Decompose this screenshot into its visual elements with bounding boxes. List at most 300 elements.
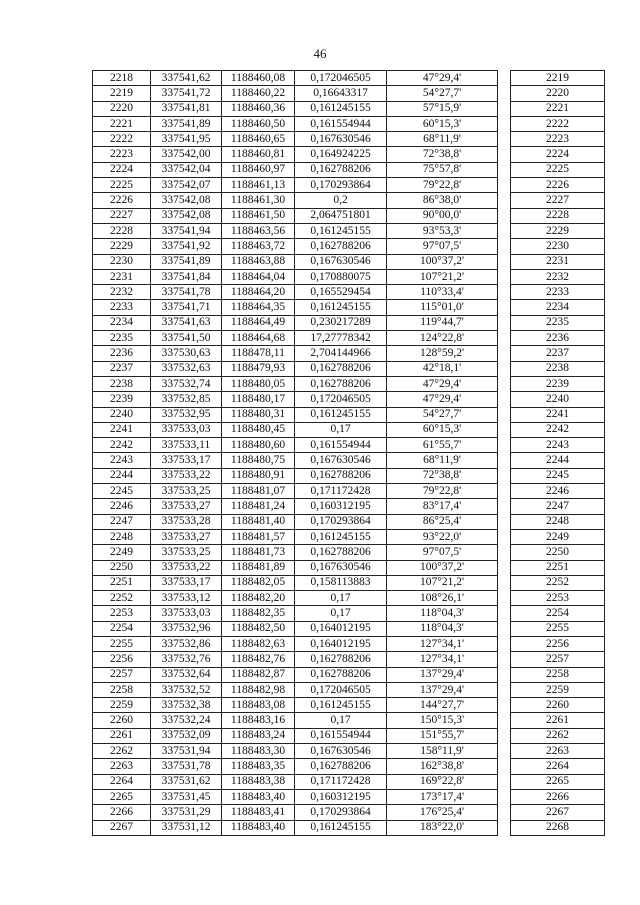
- point-to-cell: 2250: [511, 545, 605, 560]
- x-coordinate-cell: 337542,07: [151, 178, 222, 193]
- spacer-cell: [498, 208, 511, 223]
- table-row: [93, 101, 605, 116]
- spacer-cell: [498, 545, 511, 560]
- direction-angle-cell: 144°27,7': [387, 698, 498, 713]
- table-row: [93, 514, 605, 529]
- point-from-cell: 2244: [93, 468, 151, 483]
- point-to-cell: 2243: [511, 438, 605, 453]
- y-coordinate-cell: 1188479,93: [222, 361, 295, 376]
- direction-angle-cell: 79°22,8': [387, 484, 498, 499]
- spacer-cell: [498, 407, 511, 422]
- y-coordinate-cell: 1188460,08: [222, 71, 295, 86]
- y-coordinate-cell: 1188460,36: [222, 101, 295, 116]
- x-coordinate-cell: 337530,63: [151, 346, 222, 361]
- x-coordinate-cell: 337541,71: [151, 300, 222, 315]
- y-coordinate-cell: 1188481,89: [222, 560, 295, 575]
- point-to-cell: 2266: [511, 789, 605, 804]
- length-cell: 0,170880075: [295, 269, 387, 284]
- point-from-cell: 2256: [93, 652, 151, 667]
- spacer-cell: [498, 453, 511, 468]
- spacer-cell: [498, 667, 511, 682]
- page-number: 46: [313, 46, 327, 61]
- length-cell: 0,158113883: [295, 575, 387, 590]
- spacer-cell: [498, 116, 511, 131]
- point-from-cell: 2259: [93, 698, 151, 713]
- table-row: [93, 147, 605, 162]
- point-from-cell: 2224: [93, 162, 151, 177]
- table-row: [93, 698, 605, 713]
- table-row: [93, 162, 605, 177]
- direction-angle-cell: 162°38,8': [387, 759, 498, 774]
- y-coordinate-cell: 1188482,76: [222, 652, 295, 667]
- y-coordinate-cell: 1188481,07: [222, 484, 295, 499]
- spacer-cell: [498, 223, 511, 238]
- point-to-cell: 2259: [511, 682, 605, 697]
- spacer-cell: [498, 331, 511, 346]
- point-to-cell: 2254: [511, 606, 605, 621]
- y-coordinate-cell: 1188461,30: [222, 193, 295, 208]
- spacer-cell: [498, 71, 511, 86]
- direction-angle-cell: 75°57,8': [387, 162, 498, 177]
- point-from-cell: 2222: [93, 132, 151, 147]
- spacer-cell: [498, 101, 511, 116]
- y-coordinate-cell: 1188463,72: [222, 239, 295, 254]
- point-from-cell: 2225: [93, 178, 151, 193]
- point-to-cell: 2228: [511, 208, 605, 223]
- direction-angle-cell: 158°11,9': [387, 744, 498, 759]
- table-row: [93, 713, 605, 728]
- table-row: [93, 239, 605, 254]
- point-from-cell: 2223: [93, 147, 151, 162]
- point-from-cell: 2218: [93, 71, 151, 86]
- length-cell: 0,167630546: [295, 132, 387, 147]
- table-row: [93, 621, 605, 636]
- point-to-cell: 2258: [511, 667, 605, 682]
- length-cell: 0,162788206: [295, 759, 387, 774]
- y-coordinate-cell: 1188483,16: [222, 713, 295, 728]
- y-coordinate-cell: 1188481,73: [222, 545, 295, 560]
- x-coordinate-cell: 337533,27: [151, 529, 222, 544]
- point-to-cell: 2247: [511, 499, 605, 514]
- x-coordinate-cell: 337542,08: [151, 208, 222, 223]
- y-coordinate-cell: 1188460,81: [222, 147, 295, 162]
- x-coordinate-cell: 337542,04: [151, 162, 222, 177]
- table-row: [93, 223, 605, 238]
- table-row: [93, 208, 605, 223]
- x-coordinate-cell: 337532,76: [151, 652, 222, 667]
- table-row: [93, 254, 605, 269]
- x-coordinate-cell: 337532,38: [151, 698, 222, 713]
- spacer-cell: [498, 713, 511, 728]
- point-to-cell: 2265: [511, 774, 605, 789]
- point-from-cell: 2245: [93, 484, 151, 499]
- point-to-cell: 2249: [511, 529, 605, 544]
- table-row: [93, 361, 605, 376]
- length-cell: 0,2: [295, 193, 387, 208]
- length-cell: 0,161245155: [295, 407, 387, 422]
- x-coordinate-cell: 337541,89: [151, 254, 222, 269]
- point-from-cell: 2232: [93, 285, 151, 300]
- y-coordinate-cell: 1188464,49: [222, 315, 295, 330]
- y-coordinate-cell: 1188460,50: [222, 116, 295, 131]
- direction-angle-cell: 97°07,5': [387, 545, 498, 560]
- point-to-cell: 2252: [511, 575, 605, 590]
- point-to-cell: 2245: [511, 468, 605, 483]
- table-row: [93, 269, 605, 284]
- direction-angle-cell: 93°53,3': [387, 223, 498, 238]
- point-to-cell: 2225: [511, 162, 605, 177]
- table-row: [93, 71, 605, 86]
- x-coordinate-cell: 337533,25: [151, 545, 222, 560]
- direction-angle-cell: 137°29,4': [387, 667, 498, 682]
- point-to-cell: 2264: [511, 759, 605, 774]
- point-from-cell: 2219: [93, 86, 151, 101]
- table-row: [93, 805, 605, 820]
- direction-angle-cell: 90°00,0': [387, 208, 498, 223]
- y-coordinate-cell: 1188481,57: [222, 529, 295, 544]
- spacer-cell: [498, 361, 511, 376]
- point-from-cell: 2237: [93, 361, 151, 376]
- point-from-cell: 2263: [93, 759, 151, 774]
- point-to-cell: 2240: [511, 392, 605, 407]
- direction-angle-cell: 86°25,4': [387, 514, 498, 529]
- point-from-cell: 2242: [93, 438, 151, 453]
- length-cell: 0,17: [295, 591, 387, 606]
- direction-angle-cell: 47°29,4': [387, 376, 498, 391]
- point-from-cell: 2248: [93, 529, 151, 544]
- spacer-cell: [498, 376, 511, 391]
- coordinates-table: [92, 70, 605, 836]
- length-cell: 0,164924225: [295, 147, 387, 162]
- direction-angle-cell: 169°22,8': [387, 774, 498, 789]
- point-to-cell: 2220: [511, 86, 605, 101]
- table-row: [93, 575, 605, 590]
- spacer-cell: [498, 193, 511, 208]
- point-to-cell: 2262: [511, 728, 605, 743]
- direction-angle-cell: 176°25,4': [387, 805, 498, 820]
- spacer-cell: [498, 789, 511, 804]
- y-coordinate-cell: 1188483,38: [222, 774, 295, 789]
- x-coordinate-cell: 337533,03: [151, 422, 222, 437]
- y-coordinate-cell: 1188480,31: [222, 407, 295, 422]
- length-cell: 0,171172428: [295, 774, 387, 789]
- point-to-cell: 2231: [511, 254, 605, 269]
- x-coordinate-cell: 337541,78: [151, 285, 222, 300]
- point-to-cell: 2239: [511, 376, 605, 391]
- point-from-cell: 2266: [93, 805, 151, 820]
- direction-angle-cell: 60°15,3': [387, 422, 498, 437]
- length-cell: 0,162788206: [295, 239, 387, 254]
- spacer-cell: [498, 392, 511, 407]
- length-cell: 0,162788206: [295, 545, 387, 560]
- length-cell: 0,172046505: [295, 392, 387, 407]
- direction-angle-cell: 107°21,2': [387, 269, 498, 284]
- direction-angle-cell: 83°17,4': [387, 499, 498, 514]
- spacer-cell: [498, 178, 511, 193]
- x-coordinate-cell: 337542,08: [151, 193, 222, 208]
- point-from-cell: 2228: [93, 223, 151, 238]
- length-cell: 0,164012195: [295, 636, 387, 651]
- point-to-cell: 2233: [511, 285, 605, 300]
- point-to-cell: 2235: [511, 315, 605, 330]
- x-coordinate-cell: 337542,00: [151, 147, 222, 162]
- length-cell: 0,164012195: [295, 621, 387, 636]
- spacer-cell: [498, 438, 511, 453]
- point-from-cell: 2249: [93, 545, 151, 560]
- x-coordinate-cell: 337541,81: [151, 101, 222, 116]
- point-to-cell: 2236: [511, 331, 605, 346]
- table-row: [93, 759, 605, 774]
- spacer-cell: [498, 621, 511, 636]
- x-coordinate-cell: 337532,74: [151, 376, 222, 391]
- table-row: [93, 560, 605, 575]
- point-to-cell: 2257: [511, 652, 605, 667]
- y-coordinate-cell: 1188478,11: [222, 346, 295, 361]
- direction-angle-cell: 115°01,0': [387, 300, 498, 315]
- length-cell: 0,167630546: [295, 254, 387, 269]
- spacer-cell: [498, 132, 511, 147]
- spacer-cell: [498, 575, 511, 590]
- table-row: [93, 667, 605, 682]
- length-cell: 2,704144966: [295, 346, 387, 361]
- point-from-cell: 2260: [93, 713, 151, 728]
- point-from-cell: 2252: [93, 591, 151, 606]
- point-to-cell: 2229: [511, 223, 605, 238]
- length-cell: 0,162788206: [295, 361, 387, 376]
- y-coordinate-cell: 1188482,98: [222, 682, 295, 697]
- x-coordinate-cell: 337533,22: [151, 560, 222, 575]
- y-coordinate-cell: 1188480,45: [222, 422, 295, 437]
- point-from-cell: 2253: [93, 606, 151, 621]
- y-coordinate-cell: 1188483,40: [222, 789, 295, 804]
- x-coordinate-cell: 337532,86: [151, 636, 222, 651]
- spacer-cell: [498, 484, 511, 499]
- point-to-cell: 2263: [511, 744, 605, 759]
- length-cell: 0,162788206: [295, 652, 387, 667]
- point-to-cell: 2253: [511, 591, 605, 606]
- point-to-cell: 2246: [511, 484, 605, 499]
- spacer-cell: [498, 728, 511, 743]
- spacer-cell: [498, 591, 511, 606]
- spacer-cell: [498, 468, 511, 483]
- length-cell: 0,172046505: [295, 71, 387, 86]
- x-coordinate-cell: 337532,52: [151, 682, 222, 697]
- y-coordinate-cell: 1188464,04: [222, 269, 295, 284]
- spacer-cell: [498, 652, 511, 667]
- y-coordinate-cell: 1188461,50: [222, 208, 295, 223]
- direction-angle-cell: 173°17,4': [387, 789, 498, 804]
- direction-angle-cell: 150°15,3': [387, 713, 498, 728]
- point-to-cell: 2267: [511, 805, 605, 820]
- y-coordinate-cell: 1188461,13: [222, 178, 295, 193]
- table-row: [93, 468, 605, 483]
- length-cell: 0,162788206: [295, 162, 387, 177]
- x-coordinate-cell: 337531,12: [151, 820, 222, 835]
- length-cell: 0,17: [295, 606, 387, 621]
- direction-angle-cell: 57°15,9': [387, 101, 498, 116]
- direction-angle-cell: 68°11,9': [387, 453, 498, 468]
- x-coordinate-cell: 337532,63: [151, 361, 222, 376]
- point-to-cell: 2230: [511, 239, 605, 254]
- length-cell: 0,161245155: [295, 820, 387, 835]
- x-coordinate-cell: 337532,64: [151, 667, 222, 682]
- y-coordinate-cell: 1188482,20: [222, 591, 295, 606]
- length-cell: 0,161245155: [295, 101, 387, 116]
- length-cell: 0,161245155: [295, 300, 387, 315]
- length-cell: 0,161245155: [295, 223, 387, 238]
- spacer-cell: [498, 254, 511, 269]
- table-row: [93, 499, 605, 514]
- spacer-cell: [498, 759, 511, 774]
- y-coordinate-cell: 1188482,63: [222, 636, 295, 651]
- y-coordinate-cell: 1188464,68: [222, 331, 295, 346]
- length-cell: 0,161554944: [295, 438, 387, 453]
- table-row: [93, 132, 605, 147]
- y-coordinate-cell: 1188480,05: [222, 376, 295, 391]
- table-row: [93, 591, 605, 606]
- y-coordinate-cell: 1188482,05: [222, 575, 295, 590]
- spacer-cell: [498, 820, 511, 835]
- y-coordinate-cell: 1188463,56: [222, 223, 295, 238]
- table-row: [93, 285, 605, 300]
- point-from-cell: 2258: [93, 682, 151, 697]
- x-coordinate-cell: 337533,17: [151, 453, 222, 468]
- table-row: [93, 774, 605, 789]
- x-coordinate-cell: 337533,11: [151, 438, 222, 453]
- point-from-cell: 2265: [93, 789, 151, 804]
- length-cell: 0,171172428: [295, 484, 387, 499]
- x-coordinate-cell: 337532,85: [151, 392, 222, 407]
- x-coordinate-cell: 337531,29: [151, 805, 222, 820]
- direction-angle-cell: 137°29,4': [387, 682, 498, 697]
- spacer-cell: [498, 422, 511, 437]
- point-to-cell: 2221: [511, 101, 605, 116]
- table-row: [93, 407, 605, 422]
- length-cell: 0,165529454: [295, 285, 387, 300]
- direction-angle-cell: 128°59,2': [387, 346, 498, 361]
- y-coordinate-cell: 1188481,40: [222, 514, 295, 529]
- length-cell: 0,170293864: [295, 805, 387, 820]
- x-coordinate-cell: 337541,62: [151, 71, 222, 86]
- y-coordinate-cell: 1188480,75: [222, 453, 295, 468]
- table-row: [93, 820, 605, 835]
- length-cell: 0,162788206: [295, 468, 387, 483]
- length-cell: 0,170293864: [295, 514, 387, 529]
- length-cell: 17,27778342: [295, 331, 387, 346]
- x-coordinate-cell: 337533,28: [151, 514, 222, 529]
- x-coordinate-cell: 337533,22: [151, 468, 222, 483]
- point-from-cell: 2226: [93, 193, 151, 208]
- length-cell: 0,161554944: [295, 728, 387, 743]
- x-coordinate-cell: 337541,94: [151, 223, 222, 238]
- point-to-cell: 2227: [511, 193, 605, 208]
- length-cell: 0,162788206: [295, 667, 387, 682]
- table-row: [93, 744, 605, 759]
- point-to-cell: 2268: [511, 820, 605, 835]
- direction-angle-cell: 183°22,0': [387, 820, 498, 835]
- direction-angle-cell: 100°37,2': [387, 254, 498, 269]
- table-row: [93, 300, 605, 315]
- y-coordinate-cell: 1188483,24: [222, 728, 295, 743]
- x-coordinate-cell: 337541,72: [151, 86, 222, 101]
- direction-angle-cell: 107°21,2': [387, 575, 498, 590]
- direction-angle-cell: 42°18,1': [387, 361, 498, 376]
- y-coordinate-cell: 1188482,87: [222, 667, 295, 682]
- y-coordinate-cell: 1188482,50: [222, 621, 295, 636]
- table-row: [93, 86, 605, 101]
- x-coordinate-cell: 337531,78: [151, 759, 222, 774]
- x-coordinate-cell: 337531,45: [151, 789, 222, 804]
- x-coordinate-cell: 337532,95: [151, 407, 222, 422]
- point-from-cell: 2261: [93, 728, 151, 743]
- spacer-cell: [498, 682, 511, 697]
- y-coordinate-cell: 1188481,24: [222, 499, 295, 514]
- x-coordinate-cell: 337533,17: [151, 575, 222, 590]
- direction-angle-cell: 61°55,7': [387, 438, 498, 453]
- table-row: [93, 728, 605, 743]
- point-from-cell: 2246: [93, 499, 151, 514]
- direction-angle-cell: 54°27,7': [387, 407, 498, 422]
- coordinates-table-body: [93, 71, 605, 836]
- length-cell: 0,161554944: [295, 116, 387, 131]
- table-row: [93, 346, 605, 361]
- direction-angle-cell: 127°34,1': [387, 652, 498, 667]
- direction-angle-cell: 93°22,0': [387, 529, 498, 544]
- point-from-cell: 2251: [93, 575, 151, 590]
- length-cell: 2,064751801: [295, 208, 387, 223]
- direction-angle-cell: 72°38,8': [387, 468, 498, 483]
- table-row: [93, 789, 605, 804]
- x-coordinate-cell: 337541,89: [151, 116, 222, 131]
- x-coordinate-cell: 337533,25: [151, 484, 222, 499]
- length-cell: 0,160312195: [295, 499, 387, 514]
- point-to-cell: 2244: [511, 453, 605, 468]
- x-coordinate-cell: 337531,62: [151, 774, 222, 789]
- spacer-cell: [498, 529, 511, 544]
- point-to-cell: 2261: [511, 713, 605, 728]
- point-to-cell: 2260: [511, 698, 605, 713]
- point-from-cell: 2267: [93, 820, 151, 835]
- spacer-cell: [498, 805, 511, 820]
- point-to-cell: 2242: [511, 422, 605, 437]
- table-row: [93, 193, 605, 208]
- spacer-cell: [498, 698, 511, 713]
- spacer-cell: [498, 162, 511, 177]
- point-from-cell: 2264: [93, 774, 151, 789]
- x-coordinate-cell: 337541,63: [151, 315, 222, 330]
- point-to-cell: 2237: [511, 346, 605, 361]
- x-coordinate-cell: 337541,92: [151, 239, 222, 254]
- point-from-cell: 2230: [93, 254, 151, 269]
- point-from-cell: 2227: [93, 208, 151, 223]
- point-from-cell: 2241: [93, 422, 151, 437]
- y-coordinate-cell: 1188463,88: [222, 254, 295, 269]
- x-coordinate-cell: 337541,50: [151, 331, 222, 346]
- point-from-cell: 2255: [93, 636, 151, 651]
- spacer-cell: [498, 285, 511, 300]
- table-row: [93, 453, 605, 468]
- point-from-cell: 2262: [93, 744, 151, 759]
- table-row: [93, 116, 605, 131]
- point-from-cell: 2240: [93, 407, 151, 422]
- y-coordinate-cell: 1188483,35: [222, 759, 295, 774]
- table-row: [93, 376, 605, 391]
- y-coordinate-cell: 1188483,30: [222, 744, 295, 759]
- length-cell: 0,170293864: [295, 178, 387, 193]
- point-from-cell: 2233: [93, 300, 151, 315]
- length-cell: 0,161245155: [295, 698, 387, 713]
- point-from-cell: 2229: [93, 239, 151, 254]
